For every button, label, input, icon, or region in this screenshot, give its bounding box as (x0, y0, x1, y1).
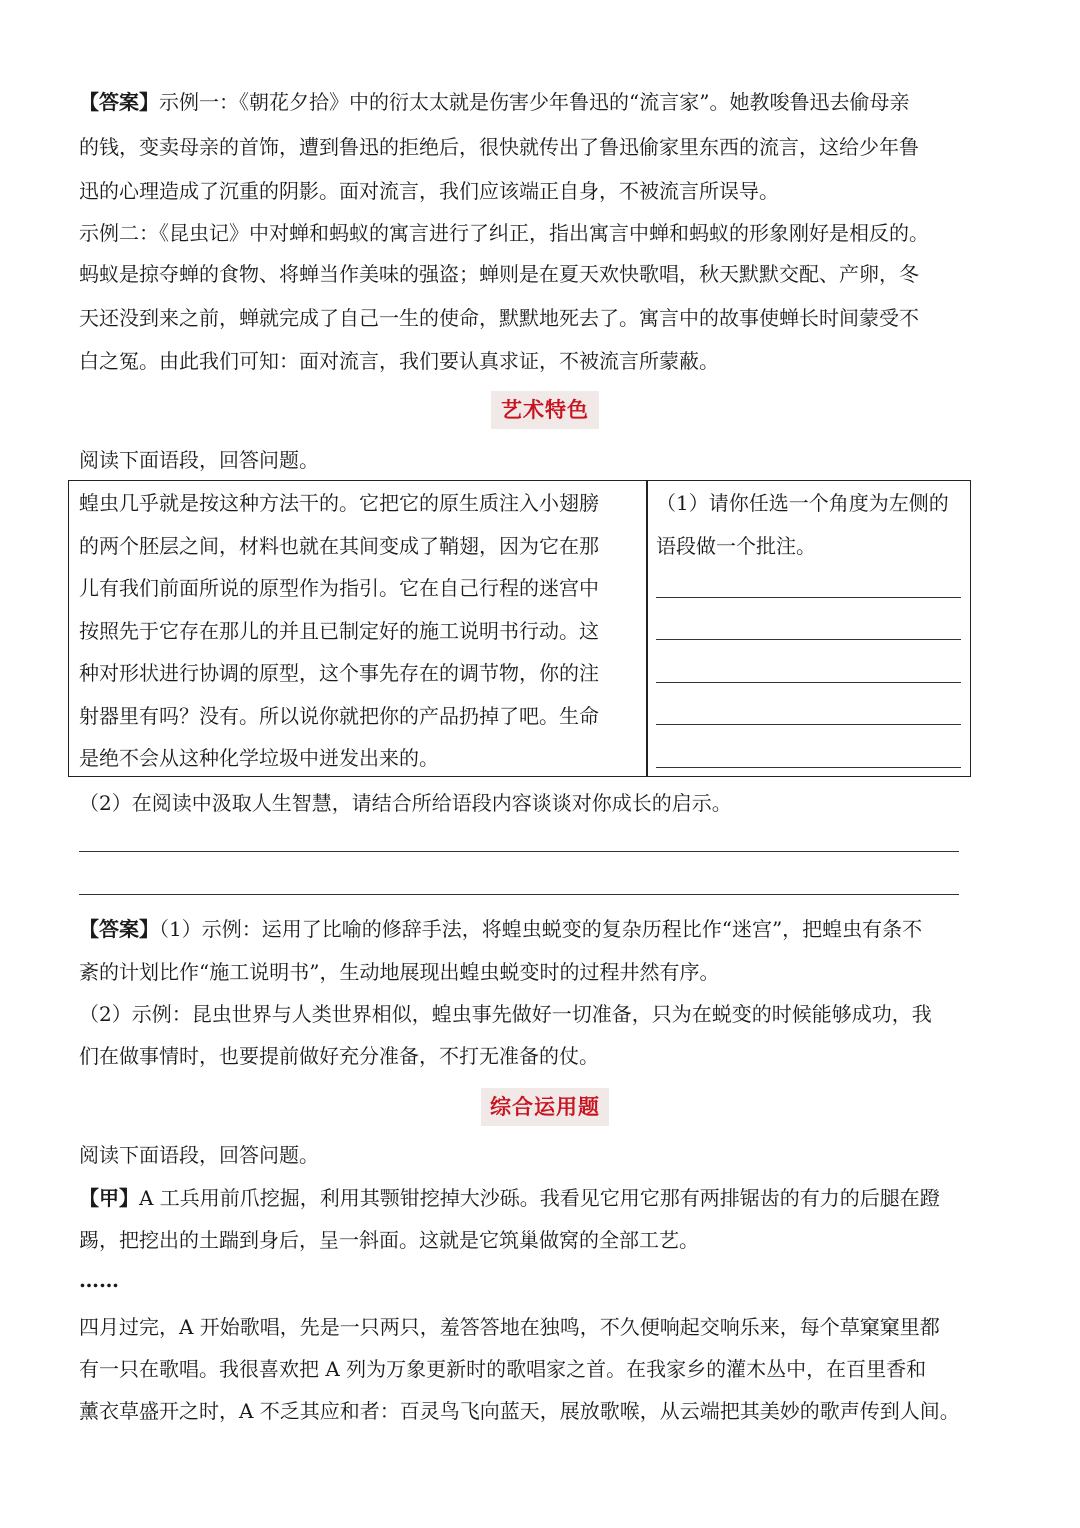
question1-line-2: 语段做一个批注。 (656, 534, 816, 558)
passage-line: 的两个胚层之间，材料也就在其间变成了鞘翅，因为它在那 (79, 534, 599, 558)
passage-line: 射器里有吗？没有。所以说你就把你的产品扔掉了吧。生命 (79, 704, 599, 728)
answer-blank-line[interactable] (656, 597, 961, 598)
table-divider (646, 481, 648, 776)
ellipsis: …… (79, 1268, 119, 1292)
answer2-line-3: （2）示例：昆虫世界与人类世界相似，蝗虫事先做好一切准备，只为在蜕变的时候能够成功，我 (79, 1002, 932, 1026)
answer-blank-line[interactable] (656, 682, 961, 683)
answer1-line-6: 天还没到来之前，蝉就完成了自己一生的使命，默默地死去了。寓言中的故事使蝉长时间蒙受不 (79, 306, 919, 330)
section-heading-art: 艺术特色 (491, 391, 599, 429)
section2-line-5: 有一只在歌唱。我很喜欢把 A 列为万象更新时的歌唱家之首。在我家乡的灌木丛中，在百里香和 (79, 1357, 927, 1381)
passage-line: 儿有我们前面所说的原型作为指引。它在自己行程的迷宫中 (79, 576, 599, 600)
answer2-line-1 (79, 915, 922, 943)
answer-blank-line[interactable] (656, 767, 961, 768)
passage-line: 是绝不会从这种化学垃圾中迸发出来的。 (79, 746, 439, 770)
section2-prompt: 阅读下面语段，回答问题。 (79, 1143, 319, 1167)
answer1-line-4: 示例二：《昆虫记》中对蝉和蚂蚁的寓言进行了纠正，指出寓言中蝉和蚂蚁的形象刚好是相反的。 (79, 221, 929, 245)
answer1-line-1 (79, 88, 909, 116)
answer1-line-3: 迅的心理造成了沉重的阴影。面对流言，我们应该端正自身，不被流言所误导。 (79, 179, 779, 203)
passage-line: 种对形状进行协调的原型，这个事先存在的调节物，你的注 (79, 661, 599, 685)
answer-blank-line[interactable] (79, 894, 959, 895)
passage-line: 按照先于它存在那儿的并且已制定好的施工说明书行动。这 (79, 619, 599, 643)
jia-tag: 【甲】 (79, 1186, 139, 1210)
section2-line-1 (79, 1184, 940, 1212)
answer1-line-7: 白之冤。由此我们可知：面对流言，我们要认真求证，不被流言所蒙蔽。 (79, 349, 719, 373)
answer1-text: 示例一：《朝花夕拾》中的衍太太就是伤害少年鲁迅的“流言家”。她教唆鲁迅去偷母亲 (159, 90, 910, 114)
answer-blank-line[interactable] (656, 639, 961, 640)
answer2-line-4: 们在做事情时，也要提前做好充分准备，不打无准备的仗。 (79, 1044, 599, 1068)
section2-text: A 工兵用前爪挖掘，利用其颚钳挖掉大沙砾。我看见它用它那有两排锯齿的有力的后腿在蹬 (139, 1186, 940, 1210)
answer2-tag: 【答案】 (79, 917, 159, 941)
section1-prompt: 阅读下面语段，回答问题。 (79, 448, 319, 472)
answer1-tag: 【答案】 (79, 90, 159, 114)
section2-line-4: 四月过完，A 开始歌唱，先是一只两只，羞答答地在独鸣，不久便响起交响乐来，每个草窠窠里都 (79, 1315, 940, 1339)
section2-line-2: 踢，把挖出的土踹到身后，呈一斜面。这就是它筑巢做窝的全部工艺。 (79, 1228, 699, 1252)
answer1-line-2: 的钱，变卖母亲的首饰，遭到鲁迅的拒绝后，很快就传出了鲁迅偷家里东西的流言，这给少年鲁 (79, 135, 919, 159)
answer1-line-5: 蚂蚁是掠夺蝉的食物、将蝉当作美味的强盗；蝉则是在夏天欢快歌唱，秋天默默交配、产卵，冬 (79, 262, 919, 286)
answer-blank-line[interactable] (656, 724, 961, 725)
answer2-line-2: 紊的计划比作“施工说明书”，生动地展现出蝗虫蜕变时的过程井然有序。 (79, 960, 720, 984)
question2: （2）在阅读中汲取人生智慧，请结合所给语段内容谈谈对你成长的启示。 (79, 791, 732, 815)
question1-line-1: （1）请你任选一个角度为左侧的 (656, 491, 949, 515)
answer-blank-line[interactable] (79, 851, 959, 852)
section2-line-6: 薰衣草盛开之时，A 不乏其应和者：百灵鸟飞向蓝天，展放歌喉，从云端把其美妙的歌声传到人间。 (79, 1399, 960, 1423)
answer2-text: （1）示例：运用了比喻的修辞手法，将蝗虫蜕变的复杂历程比作“迷宫”，把蝗虫有条不 (159, 917, 923, 941)
section-heading-comprehensive: 综合运用题 (481, 1088, 609, 1126)
passage-line: 蝗虫几乎就是按这种方法干的。它把它的原生质注入小翅膀 (79, 491, 599, 515)
